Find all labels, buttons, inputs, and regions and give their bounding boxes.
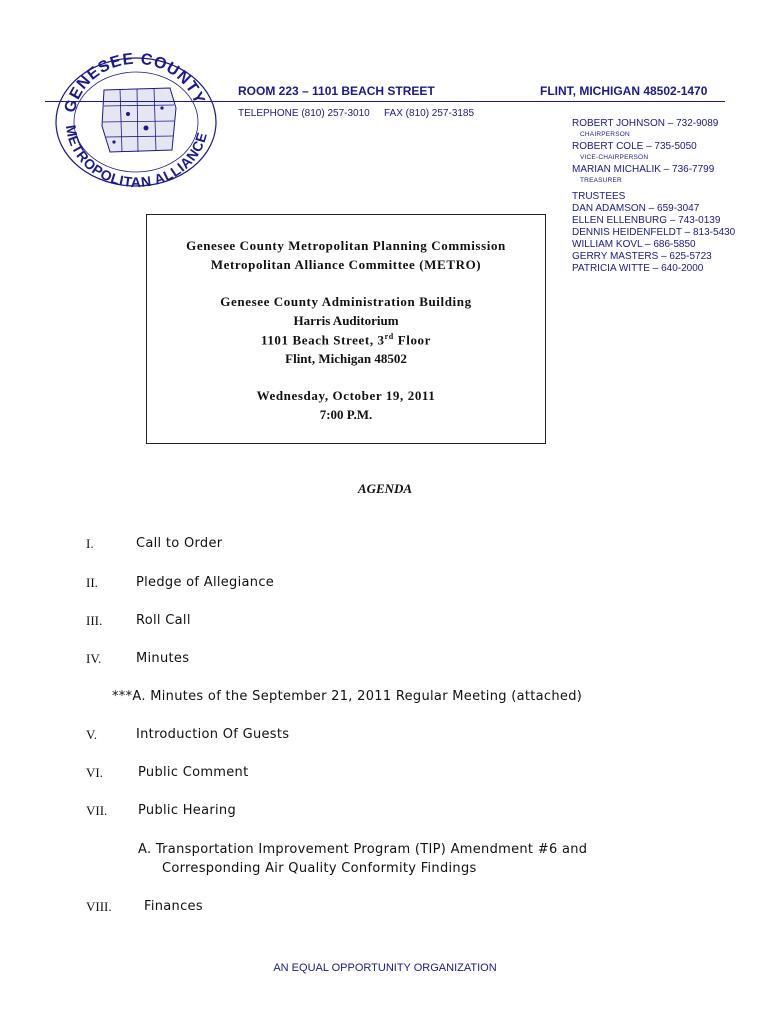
agenda-title: AGENDA [357,481,413,496]
logo-top-text: GENESEE COUNTY [61,50,208,115]
agenda-subitem-text: ***A. Minutes of the September 21, 2011 Regular Meeting (attached) [112,689,583,704]
trustee-item: ELLEN ELLENBURG – 743-0139 [572,215,721,226]
agenda-item-text: Minutes [136,651,190,666]
header-address: ROOM 223 – 1101 BEACH STREET [238,84,435,98]
officers-list [572,117,718,186]
agenda-item-text: Introduction Of Guests [136,727,290,742]
meeting-street [147,332,545,348]
officer-role: VICE-CHAIRPERSON [580,154,649,161]
officer-name: MARIAN MICHALIK – 736-7799 [572,164,715,175]
trustee-item: DENNIS HEIDENFELDT – 813-5430 [572,227,736,238]
agenda-item-number: VI. [86,765,103,780]
trustees-heading: TRUSTEES [572,191,626,202]
agenda-subitem-text: Corresponding Air Quality Conformity Findings [162,861,477,876]
metropolitan-alliance-logo [52,48,217,188]
agenda-item-text: Call to Order [136,536,223,551]
meeting-commission: Genesee County Metropolitan Planning Commission [186,238,506,253]
header-telephone: TELEPHONE (810) 257-3010 [238,108,370,119]
street-floor: Floor [393,332,432,348]
meeting-city: Flint, Michigan 48502 [285,351,407,366]
agenda-item-number: VII. [86,803,108,818]
agenda-item-text: Public Comment [138,765,249,780]
street-text: 1101 Beach Street, 3 [260,332,385,348]
agenda-item-text: Pledge of Allegiance [136,575,275,590]
header-rule [45,101,725,102]
header-city: FLINT, MICHIGAN 48502-1470 [540,84,708,98]
agenda-item-number: III. [86,613,103,628]
agenda-item-number: VIII. [86,899,112,914]
meeting-room: Harris Auditorium [293,313,399,328]
officer-role: CHAIRPERSON [580,131,630,138]
agenda-item-number: I. [86,536,94,551]
agenda-subitem-text: A. Transportation Improvement Program (TIP) Amendment #6 and [138,842,588,857]
logo-bottom-text: METROPOLITAN ALLIANCE [62,123,211,188]
agenda-item-number: II. [86,575,98,590]
agenda-item-number: V. [86,727,97,742]
trustee-item: GERRY MASTERS – 625-5723 [572,251,712,262]
meeting-building: Genesee County Administration Building [220,294,472,309]
trustee-item: DAN ADAMSON – 659-3047 [572,203,700,214]
header-fax: FAX (810) 257-3185 [384,108,475,119]
meeting-committee: Metropolitan Alliance Committee (METRO) [210,257,482,272]
officer-name: ROBERT JOHNSON – 732-9089 [572,118,719,129]
trustees-list [572,191,735,275]
meeting-date: Wednesday, October 19, 2011 [256,388,436,403]
meeting-time: 7:00 P.M. [319,407,373,422]
agenda-item-text: Finances [144,899,203,914]
officer-name: ROBERT COLE – 735-5050 [572,141,697,152]
agenda-item-text: Public Hearing [138,803,236,818]
trustee-item: PATRICIA WITTE – 640-2000 [572,263,704,274]
trustee-item: WILLIAM KOVL – 686-5850 [572,239,696,250]
agenda-item-text: Roll Call [136,613,191,628]
agenda-item-number: IV. [86,651,102,666]
meeting-info-box [146,214,546,444]
street-ordinal: rd [384,332,394,341]
officer-role: TREASURER [580,177,622,184]
footer-text: AN EQUAL OPPORTUNITY ORGANIZATION [273,962,497,974]
